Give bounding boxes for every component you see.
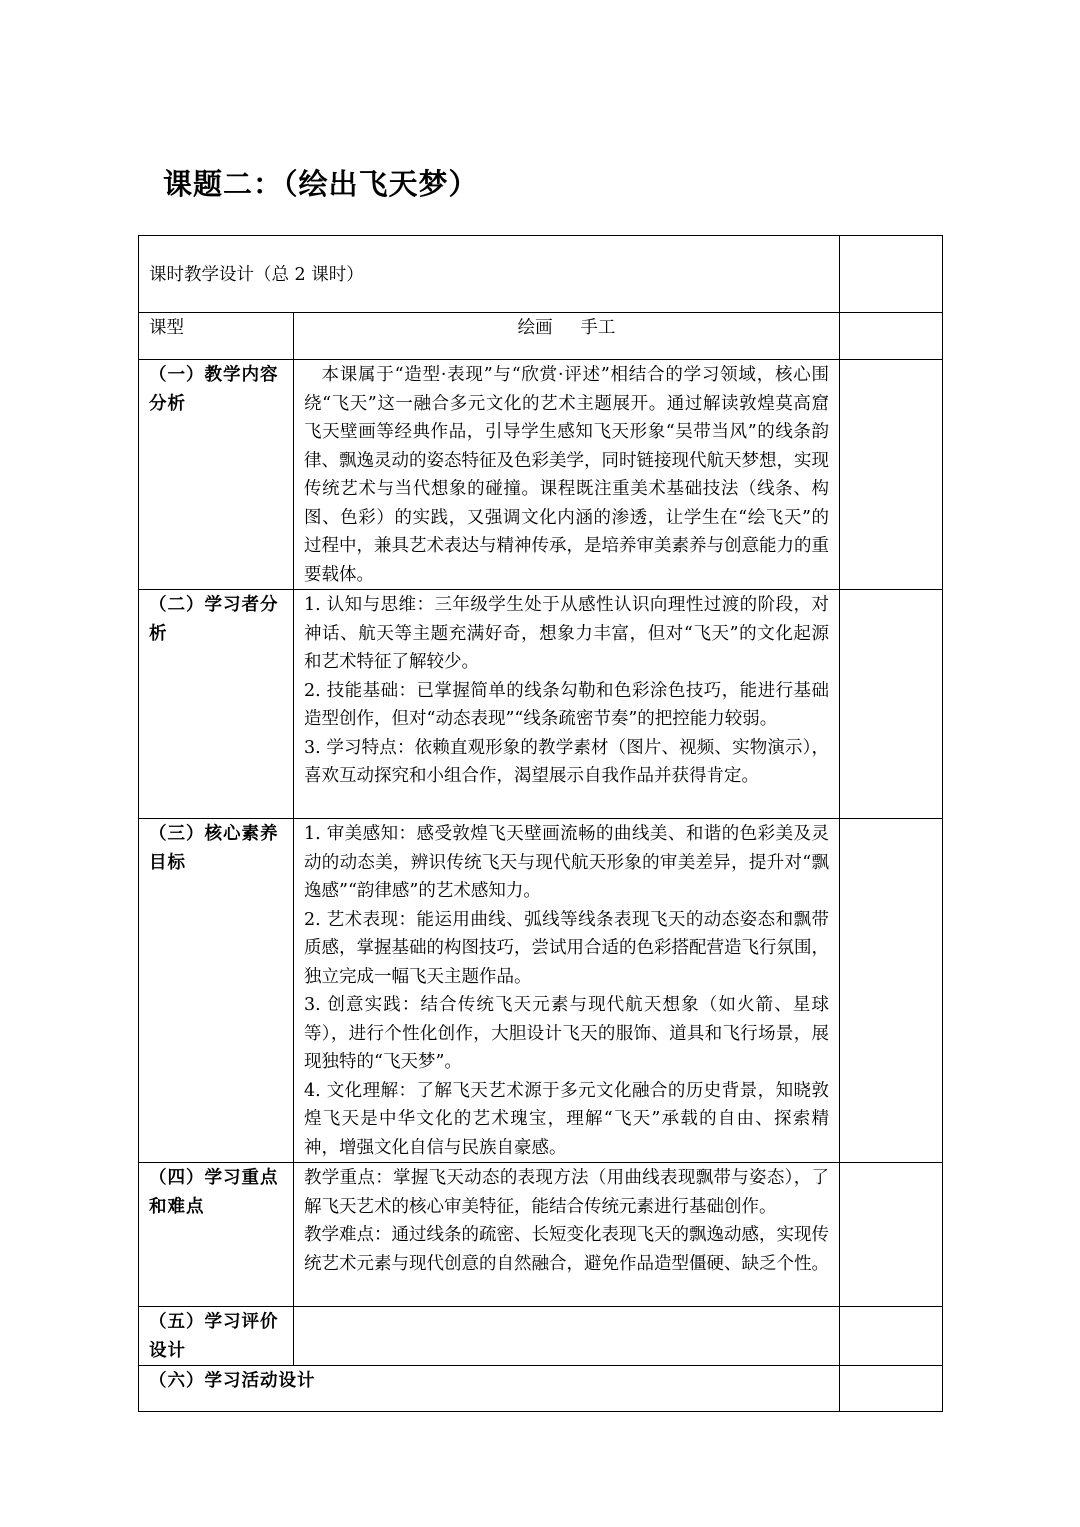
goal-item: 1. 审美感知：感受敦煌飞天壁画流畅的曲线美、和谐的色彩美及灵动的动态美，辨识传统飞天与现代航天形象的审美差异，提升对“飘逸感”“韵律感”的艺术感知力。	[304, 824, 830, 901]
type-row	[139, 313, 943, 360]
activity-row	[139, 1366, 943, 1412]
key-points-cell	[294, 1163, 840, 1307]
notes-cell	[840, 236, 943, 313]
notes-cell	[840, 590, 943, 819]
notes-cell	[840, 1163, 943, 1307]
type-value: 绘画 手工	[294, 313, 840, 360]
goal-item: 2. 艺术表现：能运用曲线、弧线等线条表现飞天的动态姿态和飘带质感，掌握基础的构图技巧，尝试用合适的色彩搭配营造飞行氛围，独立完成一幅飞天主题作品。	[304, 909, 830, 987]
content-analysis-cell	[294, 360, 840, 590]
learner-analysis-cell	[294, 590, 840, 819]
learner-item: 2. 技能基础：已掌握简单的线条勾勒和色彩涂色技巧，能进行基础造型创作，但对“动态表现”“线条疏密节奏”的把控能力较弱。	[304, 680, 830, 729]
core-goals-cell	[294, 819, 840, 1163]
notes-cell	[840, 1307, 943, 1366]
goal-item: 3. 创意实践：结合传统飞天元素与现代航天想象（如火箭、星球等），进行个性化创作，大胆设计飞天的服饰、道具和飞行场景，展现独特的“飞天梦”。	[304, 995, 830, 1072]
document-title: 课题二：（绘出飞天梦）	[163, 167, 479, 201]
header-cell	[139, 236, 840, 313]
goal-item: 4. 文化理解：了解飞天艺术源于多元文化融合的历史背景，知晓敦煌飞天是中华文化的艺术瑰宝，理解“飞天”承载的自由、探索精神，增强文化自信与民族自豪感。	[304, 1080, 830, 1158]
learner-analysis-label: （二）学习者分析	[139, 590, 294, 819]
header-row	[139, 236, 943, 313]
content-analysis-row	[139, 360, 943, 590]
lesson-plan-table	[138, 235, 943, 1412]
core-goals-label: （三）核心素养目标	[139, 819, 294, 1163]
notes-cell	[840, 819, 943, 1163]
learner-item: 1. 认知与思维：三年级学生处于从感性认识向理性过渡的阶段，对神话、航天等主题充满好奇，想象力丰富，但对“飞天”的文化起源和艺术特征了解较少。	[304, 595, 830, 672]
notes-cell	[840, 313, 943, 360]
activity-label: （六）学习活动设计	[139, 1366, 840, 1412]
content-analysis-text: 本课属于“造型·表现”与“欣赏·评述”相结合的学习领域，核心围绕“飞天”这一融合多元文化的艺术主题展开。通过解读敦煌莫高窟飞天壁画等经典作品，引导学生感知飞天形象“吴带当风”的线条韵律、飘逸灵动的姿态特征及色彩美学，同时链接现代航天梦想，实现传统艺术与当代想象的碰撞。课程既注重美术基础技法（线条、构图、色彩）的实践，又强调文化内涵的渗透，让学生在“绘飞天”的过程中，兼具艺术表达与精神传承，是培养审美素养与创意能力的重要载体。	[304, 365, 830, 585]
evaluation-cell	[294, 1307, 840, 1366]
key-point-item: 教学难点：通过线条的疏密、长短变化表现飞天的飘逸动感，实现传统艺术元素与现代创意的自然融合，避免作品造型僵硬、缺乏个性。	[304, 1225, 830, 1274]
key-points-label: （四）学习重点和难点	[139, 1163, 294, 1307]
evaluation-row	[139, 1307, 943, 1366]
core-goals-row	[139, 819, 943, 1163]
evaluation-label: （五）学习评价设计	[139, 1307, 294, 1366]
content-analysis-label: （一）教学内容分析	[139, 360, 294, 590]
learner-item: 3. 学习特点：依赖直观形象的教学素材（图片、视频、实物演示），喜欢互动探究和小组合作，渴望展示自我作品并获得肯定。	[304, 737, 830, 786]
key-point-item: 教学重点：掌握飞天动态的表现方法（用曲线表现飘带与姿态），了解飞天艺术的核心审美特征，能结合传统元素进行基础创作。	[304, 1168, 830, 1217]
type-label: 课型	[139, 313, 294, 360]
notes-cell	[840, 360, 943, 590]
learner-analysis-row	[139, 590, 943, 819]
lesson-header: 课时教学设计（总 2 课时）	[149, 265, 364, 285]
notes-cell	[840, 1366, 943, 1412]
key-points-row	[139, 1163, 943, 1307]
